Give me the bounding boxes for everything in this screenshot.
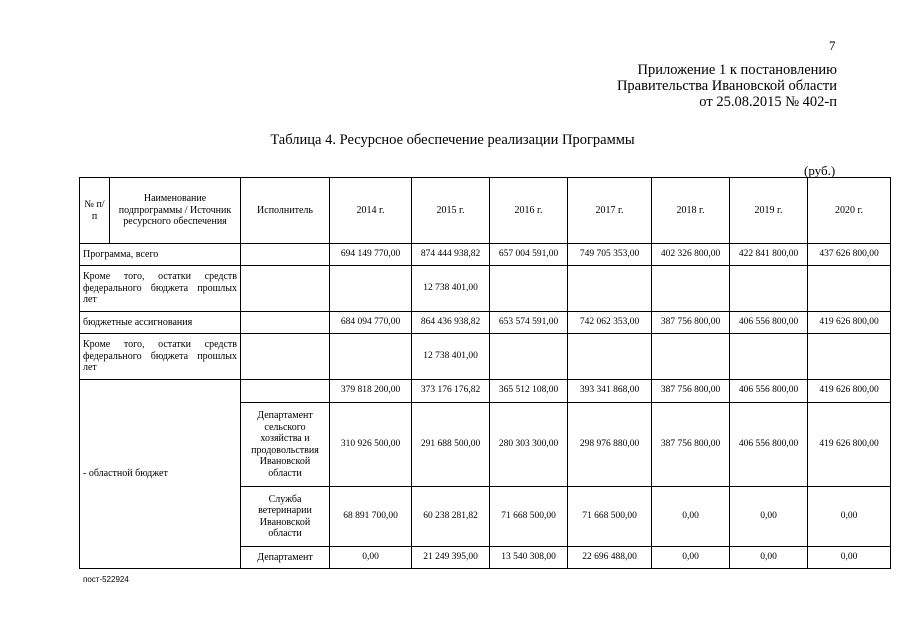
footer-document-code: пост-522924 (83, 575, 129, 584)
appendix-line-1: Приложение 1 к постановлению (637, 62, 837, 78)
header-year: 2018 г. (652, 178, 730, 244)
row-executor (241, 266, 330, 312)
cell-value: 742 062 353,00 (568, 312, 652, 334)
row-name: бюджетные ассигнования (80, 312, 241, 334)
row-executor (241, 244, 330, 266)
cell-value (652, 266, 730, 312)
cell-value: 387 756 800,00 (652, 403, 730, 487)
row-executor (241, 380, 330, 403)
header-year: 2014 г. (330, 178, 412, 244)
row-executor (241, 334, 330, 380)
header-name: Наименование подпрограммы / Источник ресурсного обеспечения (110, 178, 241, 244)
row-executor: Служба ветеринарии Ивановской области (241, 487, 330, 547)
resource-table (79, 177, 891, 569)
header-year: 2020 г. (808, 178, 891, 244)
cell-value (652, 334, 730, 380)
row-executor: Департамент (241, 547, 330, 569)
appendix-line-3: от 25.08.2015 № 402-п (699, 94, 837, 110)
header-year: 2019 г. (730, 178, 808, 244)
cell-value: 373 176 176,82 (412, 380, 490, 403)
cell-value: 0,00 (808, 547, 891, 569)
header-year: 2015 г. (412, 178, 490, 244)
cell-value: 21 249 395,00 (412, 547, 490, 569)
appendix-header (617, 62, 837, 110)
cell-value (808, 334, 891, 380)
header-year: 2016 г. (490, 178, 568, 244)
table-row (80, 244, 891, 266)
cell-value (808, 266, 891, 312)
cell-value: 0,00 (652, 487, 730, 547)
row-executor (241, 312, 330, 334)
header-year: 2017 г. (568, 178, 652, 244)
cell-value (730, 334, 808, 380)
cell-value: 0,00 (808, 487, 891, 547)
cell-value: 406 556 800,00 (730, 312, 808, 334)
cell-value: 71 668 500,00 (568, 487, 652, 547)
table-row (80, 334, 891, 380)
cell-value (490, 334, 568, 380)
table-row (80, 266, 891, 312)
cell-value: 437 626 800,00 (808, 244, 891, 266)
cell-value: 393 341 868,00 (568, 380, 652, 403)
cell-value (490, 266, 568, 312)
cell-value: 694 149 770,00 (330, 244, 412, 266)
row-name: Кроме того, остатки средств федерального бюджета прошлых лет (80, 334, 241, 380)
cell-value (330, 334, 412, 380)
cell-value: 280 303 300,00 (490, 403, 568, 487)
cell-value (330, 266, 412, 312)
cell-value: 419 626 800,00 (808, 312, 891, 334)
table-title: Таблица 4. Ресурсное обеспечение реализации Программы (270, 132, 635, 148)
page-number: 7 (829, 38, 836, 53)
cell-value: 749 705 353,00 (568, 244, 652, 266)
table-row (80, 312, 891, 334)
cell-value: 387 756 800,00 (652, 312, 730, 334)
cell-value: 12 738 401,00 (412, 266, 490, 312)
cell-value (568, 334, 652, 380)
cell-value: 71 668 500,00 (490, 487, 568, 547)
cell-value: 419 626 800,00 (808, 380, 891, 403)
row-executor: Департамент сельского хозяйства и продовольствия Ивановской области (241, 403, 330, 487)
cell-value: 0,00 (730, 547, 808, 569)
cell-value: 0,00 (652, 547, 730, 569)
cell-value: 0,00 (330, 547, 412, 569)
cell-value: 406 556 800,00 (730, 380, 808, 403)
cell-value: 402 326 800,00 (652, 244, 730, 266)
cell-value: 684 094 770,00 (330, 312, 412, 334)
cell-value (568, 266, 652, 312)
cell-value: 60 238 281,82 (412, 487, 490, 547)
cell-value: 864 436 938,82 (412, 312, 490, 334)
cell-value: 365 512 108,00 (490, 380, 568, 403)
appendix-line-2: Правительства Ивановской области (616, 78, 837, 94)
row-name: Кроме того, остатки средств федерального бюджета прошлых лет (80, 266, 241, 312)
cell-value: 387 756 800,00 (652, 380, 730, 403)
currency-note: (руб.) (804, 163, 836, 178)
cell-value: 653 574 591,00 (490, 312, 568, 334)
cell-value: 379 818 200,00 (330, 380, 412, 403)
cell-value: 12 738 401,00 (412, 334, 490, 380)
table-row (80, 380, 891, 403)
cell-value: 406 556 800,00 (730, 403, 808, 487)
row-name: Программа, всего (80, 244, 241, 266)
table-header-row (80, 178, 891, 244)
header-num: № п/п (80, 178, 110, 244)
cell-value: 422 841 800,00 (730, 244, 808, 266)
cell-value: 13 540 308,00 (490, 547, 568, 569)
cell-value: 291 688 500,00 (412, 403, 490, 487)
cell-value (730, 266, 808, 312)
cell-value: 419 626 800,00 (808, 403, 891, 487)
cell-value: 310 926 500,00 (330, 403, 412, 487)
cell-value: 68 891 700,00 (330, 487, 412, 547)
header-executor: Исполнитель (241, 178, 330, 244)
row-name: - областной бюджет (80, 380, 241, 569)
cell-value: 874 444 938,82 (412, 244, 490, 266)
cell-value: 298 976 880,00 (568, 403, 652, 487)
cell-value: 0,00 (730, 487, 808, 547)
cell-value: 22 696 488,00 (568, 547, 652, 569)
cell-value: 657 004 591,00 (490, 244, 568, 266)
